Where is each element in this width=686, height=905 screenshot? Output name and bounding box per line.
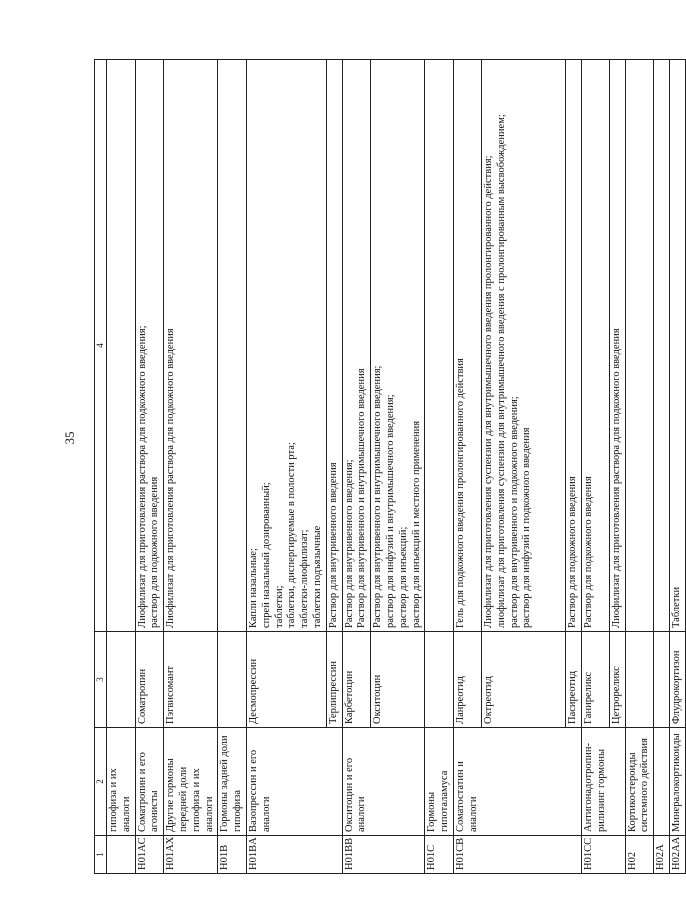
form-line: Раствор для внутривенного введения; [343,459,355,628]
code-cell: H01BA [246,836,326,874]
group-cell [371,728,425,836]
inn-cell [625,632,654,728]
code-cell [565,836,581,874]
inn-cell: Терлипрессин [326,632,342,728]
drug-table [94,59,686,874]
inn-cell: Ланреотид [453,632,481,728]
table-row [135,60,164,874]
forms-cell [164,60,218,632]
group-cell: Гормоны гипоталамуса [425,728,454,836]
inn-cell: Пэгвисомант [164,632,218,728]
table-row [609,60,625,874]
table-header-row [95,60,107,874]
group-cell: Окситоцин и его аналоги [342,728,371,836]
form-line: таблетки подъязычные [311,525,323,628]
inn-cell [654,632,670,728]
inn-cell: Соматропин [135,632,164,728]
inn-cell: Карбетоцин [342,632,371,728]
code-cell [481,836,565,874]
forms-cell [218,60,247,632]
form-line: Таблетки [671,586,683,628]
code-cell: H01B [218,836,247,874]
code-cell: H02 [625,836,654,874]
group-cell: Соматостатин и аналоги [453,728,481,836]
form-line: Лиофилизат для приготовления суспензии для внутримышечного введения пролонгированного действия; [482,155,494,628]
form-line: Лиофилизат для приготовления раствора для подкожного введения [165,328,177,628]
page-number: 35 [62,431,77,445]
inn-cell [218,632,247,728]
header-col-4: 4 [95,60,107,632]
forms-cell [246,60,326,632]
code-cell: H01C [425,836,454,874]
form-line: Раствор для внутривенного введения [327,462,339,628]
inn-cell: Ганиреликс [581,632,609,728]
forms-cell [342,60,371,632]
table-row [342,60,371,874]
forms-cell [581,60,609,632]
table-row [625,60,654,874]
code-cell: H01BB [342,836,371,874]
forms-cell [453,60,481,632]
code-cell: H01AC [135,836,164,874]
group-cell: Минералокортикоиды [670,728,686,836]
header-col-3: 3 [95,632,107,728]
forms-cell [565,60,581,632]
group-cell [609,728,625,836]
group-cell [565,728,581,836]
group-cell: Другие гормоны передней доли гипофиза и их аналоги [164,728,218,836]
inn-cell: Окситоцин [371,632,425,728]
table-row [654,60,670,874]
forms-cell [670,60,686,632]
code-cell [326,836,342,874]
form-line: Раствор для подкожного введения [582,476,594,628]
code-cell: H02A [654,836,670,874]
inn-cell: Десмопрессин [246,632,326,728]
form-line: раствор для инъекций и местного применения [410,420,422,628]
inn-cell [106,632,135,728]
form-line: Капли назальные; [247,548,259,628]
code-cell [609,836,625,874]
code-cell [106,836,135,874]
code-cell: H01AX [164,836,218,874]
table-row [425,60,454,874]
code-cell: H02AA [670,836,686,874]
header-col-2: 2 [95,728,107,836]
form-line: таблетки; [273,585,285,628]
group-cell [326,728,342,836]
forms-cell [654,60,670,632]
group-cell [654,728,670,836]
form-line: раствор для инфузий и внутримышечного введения; [384,394,396,628]
group-cell: Гормоны задней доли гипофиза [218,728,247,836]
form-line: раствор для инфузий и подкожного введения [521,427,533,628]
form-line: раствор для подкожного введения [149,476,161,628]
table-row [246,60,326,874]
forms-cell [135,60,164,632]
forms-cell [371,60,425,632]
group-cell: Кортикостероиды системного действия [625,728,654,836]
group-cell: Антигонадотропин-рилизинг гормоны [581,728,609,836]
form-line: лиофилизат для приготовления суспензии для внутримышечного введения с пролонгированным высвобождением; [495,114,507,628]
form-line: Раствор для внутривенного и внутримышечного введения [356,368,368,628]
group-cell: гипофиза и их аналоги [106,728,135,836]
table-row [326,60,342,874]
table-row [481,60,565,874]
rotated-content [94,60,683,874]
table-row [453,60,481,874]
form-line: раствор для инъекций; [397,526,409,628]
forms-cell [481,60,565,632]
form-line: Гель для подкожного введения пролонгированного действия [454,358,466,628]
inn-cell: Флудрокортизон [670,632,686,728]
form-line: таблетки, диспергируемые в полости рта; [286,442,298,628]
code-cell: H01CC [581,836,609,874]
form-line: спрей назальный дозированный; [260,482,272,628]
forms-cell [425,60,454,632]
table-row [565,60,581,874]
table-row [106,60,135,874]
group-cell: Вазопрессин и его аналоги [246,728,326,836]
inn-cell: Октреотид [481,632,565,728]
group-cell [481,728,565,836]
inn-cell: Цетрореликс [609,632,625,728]
form-line: Лиофилизат для приготовления раствора для подкожного введения; [136,325,148,628]
document-page [94,60,683,874]
form-line: Раствор для внутривенного и внутримышечного введения; [372,365,384,628]
form-line: раствор для внутривенного и подкожного введения; [508,396,520,628]
inn-cell [425,632,454,728]
table-row [164,60,218,874]
forms-cell [625,60,654,632]
code-cell: H01CB [453,836,481,874]
table-row [670,60,686,874]
code-cell [371,836,425,874]
header-col-1: 1 [95,836,107,874]
form-line: Раствор для подкожного введения [566,476,578,628]
table-row [371,60,425,874]
table-row [581,60,609,874]
forms-cell [106,60,135,632]
forms-cell [609,60,625,632]
forms-cell [326,60,342,632]
form-line: Лиофилизат для приготовления раствора для подкожного введения [610,328,622,628]
group-cell: Соматропин и его агонисты [135,728,164,836]
table-row [218,60,247,874]
inn-cell: Пасиреотид [565,632,581,728]
form-line: таблетки-лиофилизат; [299,529,311,628]
